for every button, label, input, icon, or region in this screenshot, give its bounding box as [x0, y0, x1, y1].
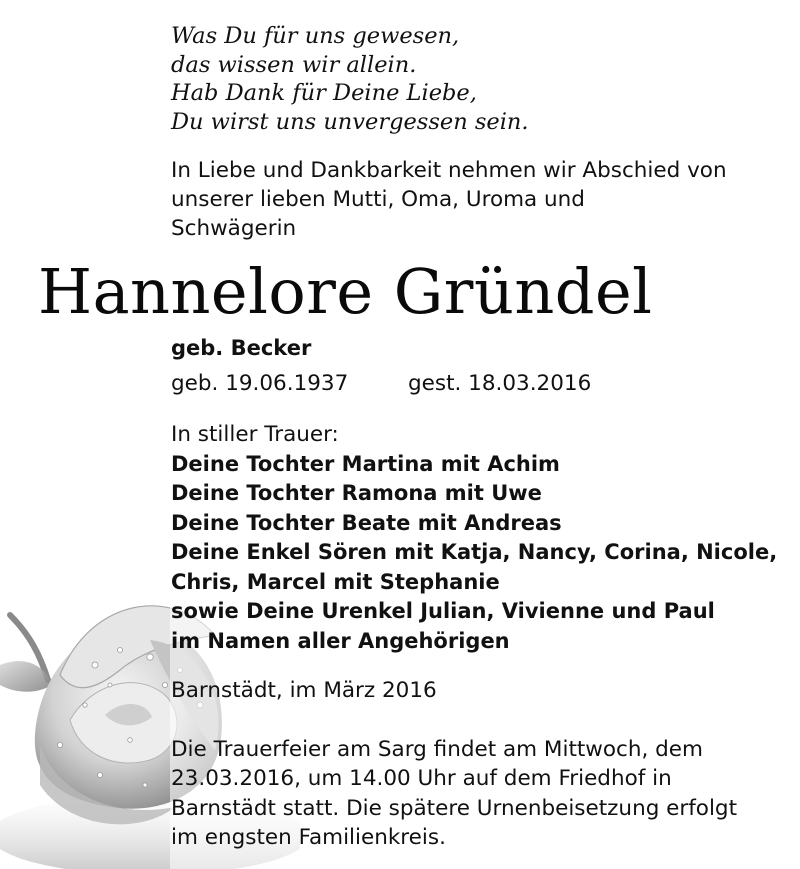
- poem-line: Du wirst uns unvergessen sein.: [171, 108, 529, 135]
- funeral-line: 23.03.2016, um 14.00 Uhr auf dem Friedhof in: [171, 766, 672, 792]
- funeral-line: im engsten Familienkreis.: [171, 824, 446, 850]
- intro-line: Schwägerin: [171, 216, 297, 241]
- poem-line: Was Du für uns gewesen,: [171, 23, 460, 49]
- funeral-line: Barnstädt statt. Die spätere Urnenbeisetzung erfolgt: [171, 795, 738, 821]
- farewell-intro: [171, 156, 781, 243]
- mourner-line: Chris, Marcel mit Stephanie: [171, 569, 500, 594]
- intro-line: unserer lieben Mutti, Oma, Uroma und: [171, 187, 585, 212]
- deceased-name: Hannelore Gründel: [38, 255, 653, 328]
- poem-line: das wissen wir allein.: [171, 51, 417, 78]
- poem: [171, 22, 781, 136]
- mourner-line: Deine Tochter Ramona mit Uwe: [171, 481, 542, 505]
- birth-date: geb. 19.06.1937: [171, 371, 349, 396]
- mourners: [171, 420, 781, 656]
- place-and-date: Barnstädt, im März 2016: [171, 678, 437, 703]
- intro-line: In Liebe und Dankbarkeit nehmen wir Abschied von: [171, 158, 727, 183]
- mourner-line: im Namen aller Angehörigen: [171, 628, 510, 653]
- mourner-line: Deine Tochter Martina mit Achim: [171, 451, 560, 476]
- mourner-line: sowie Deine Urenkel Julian, Vivienne und Paul: [171, 599, 715, 623]
- mourner-line: Deine Enkel Sören mit Katja, Nancy, Corina, Nicole,: [171, 540, 778, 564]
- maiden-name: geb. Becker: [171, 336, 312, 360]
- mourner-line: Deine Tochter Beate mit Andreas: [171, 510, 562, 535]
- mourners-heading: In stiller Trauer:: [171, 422, 339, 447]
- poem-line: Hab Dank für Deine Liebe,: [171, 80, 477, 106]
- death-date: gest. 18.03.2016: [408, 371, 592, 396]
- life-dates: [171, 370, 781, 398]
- funeral-info: [171, 735, 781, 852]
- funeral-line: Die Trauerfeier am Sarg findet am Mittwoch, dem: [171, 737, 703, 762]
